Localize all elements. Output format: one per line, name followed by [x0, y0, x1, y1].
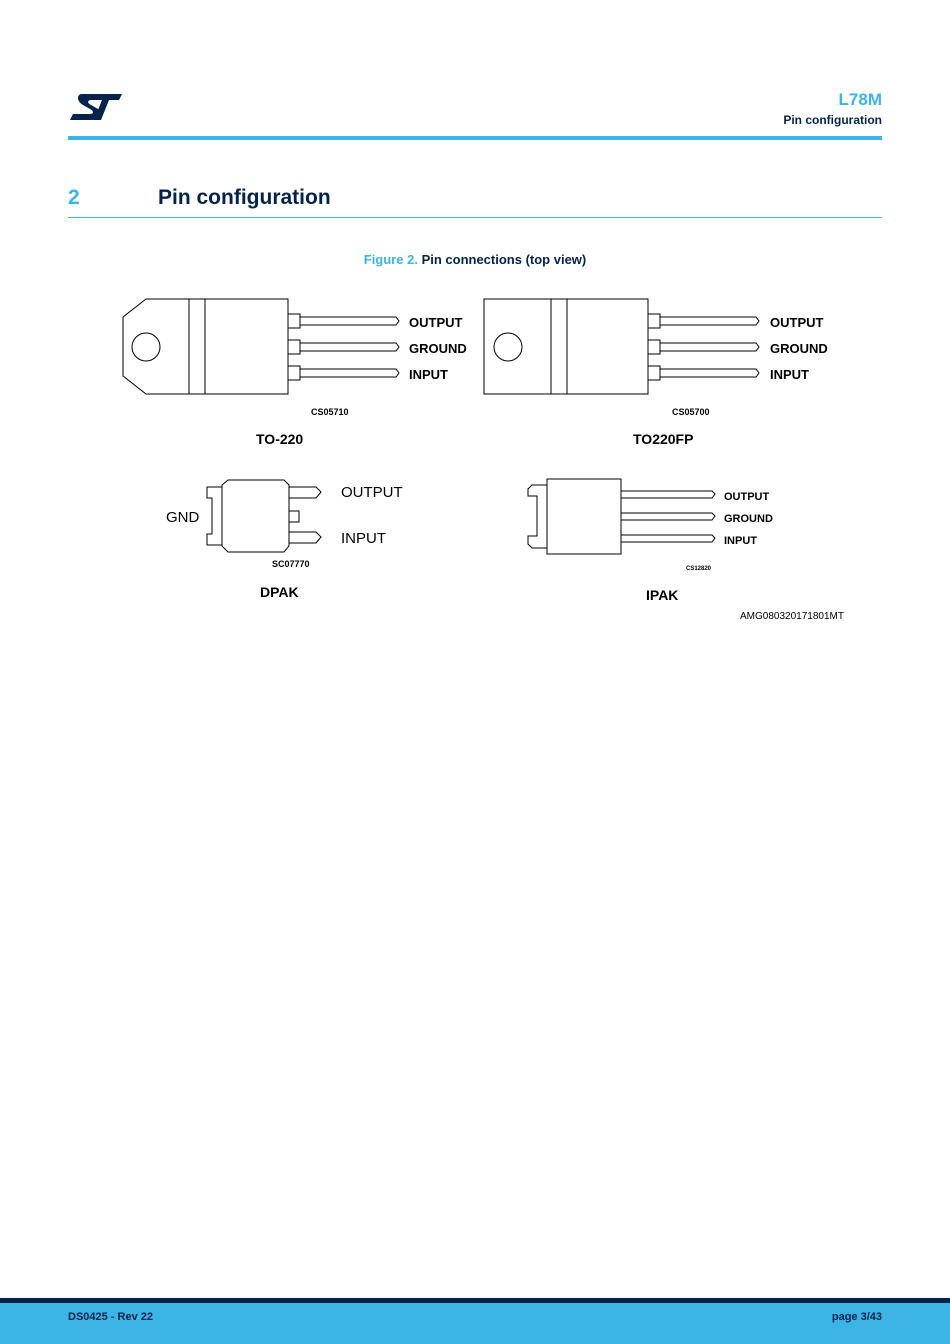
dpak-pin-output: OUTPUT — [341, 484, 403, 501]
footer-top-rule — [0, 1298, 950, 1303]
dpak-pin-gnd: GND — [166, 509, 200, 526]
to220fp-pin-input: INPUT — [770, 367, 809, 382]
figure-reference-code: AMG080320171801MT — [740, 611, 844, 622]
dpak-code: SC07770 — [272, 559, 310, 569]
to220fp-name: TO220FP — [633, 431, 694, 447]
dpak-package — [166, 480, 403, 600]
dpak-name: DPAK — [260, 584, 299, 600]
figure-caption-text: Pin connections (top view) — [421, 252, 587, 267]
footer-page-number: page 3/43 — [831, 1311, 882, 1323]
ipak-package — [528, 479, 773, 603]
ipak-pin-ground: GROUND — [724, 513, 773, 525]
section-number: 2 — [68, 186, 80, 209]
ipak-code: CS12820 — [686, 566, 712, 572]
ipak-name: IPAK — [646, 587, 679, 603]
footer-doc-id: DS0425 - Rev 22 — [68, 1311, 153, 1323]
to220fp-code: CS05700 — [672, 407, 710, 417]
ipak-pin-output: OUTPUT — [724, 491, 770, 503]
dpak-leads — [289, 487, 321, 543]
ipak-leads — [621, 491, 715, 542]
figure-label: Figure 2. — [363, 252, 418, 267]
dpak-pin-input: INPUT — [341, 530, 386, 547]
to220fp-package — [484, 299, 828, 447]
logo-text: ST — [68, 92, 70, 93]
to220-pin-ground: GROUND — [409, 341, 467, 356]
to220fp-leads — [648, 314, 759, 380]
to220fp-pin-ground: GROUND — [770, 341, 828, 356]
to220fp-pin-output: OUTPUT — [770, 315, 824, 330]
doc-title: L78M — [838, 90, 882, 109]
to220-name: TO-220 — [256, 431, 304, 447]
to220-leads — [288, 314, 399, 380]
ipak-pin-input: INPUT — [724, 535, 757, 547]
to220-pin-input: INPUT — [409, 367, 448, 382]
to220-code: CS05710 — [311, 407, 349, 417]
doc-section-name: Pin configuration — [783, 113, 882, 127]
to220-pin-output: OUTPUT — [409, 315, 463, 330]
section-title: Pin configuration — [158, 186, 331, 209]
pin-connections-figure — [0, 0, 950, 660]
to220-package — [123, 299, 467, 447]
